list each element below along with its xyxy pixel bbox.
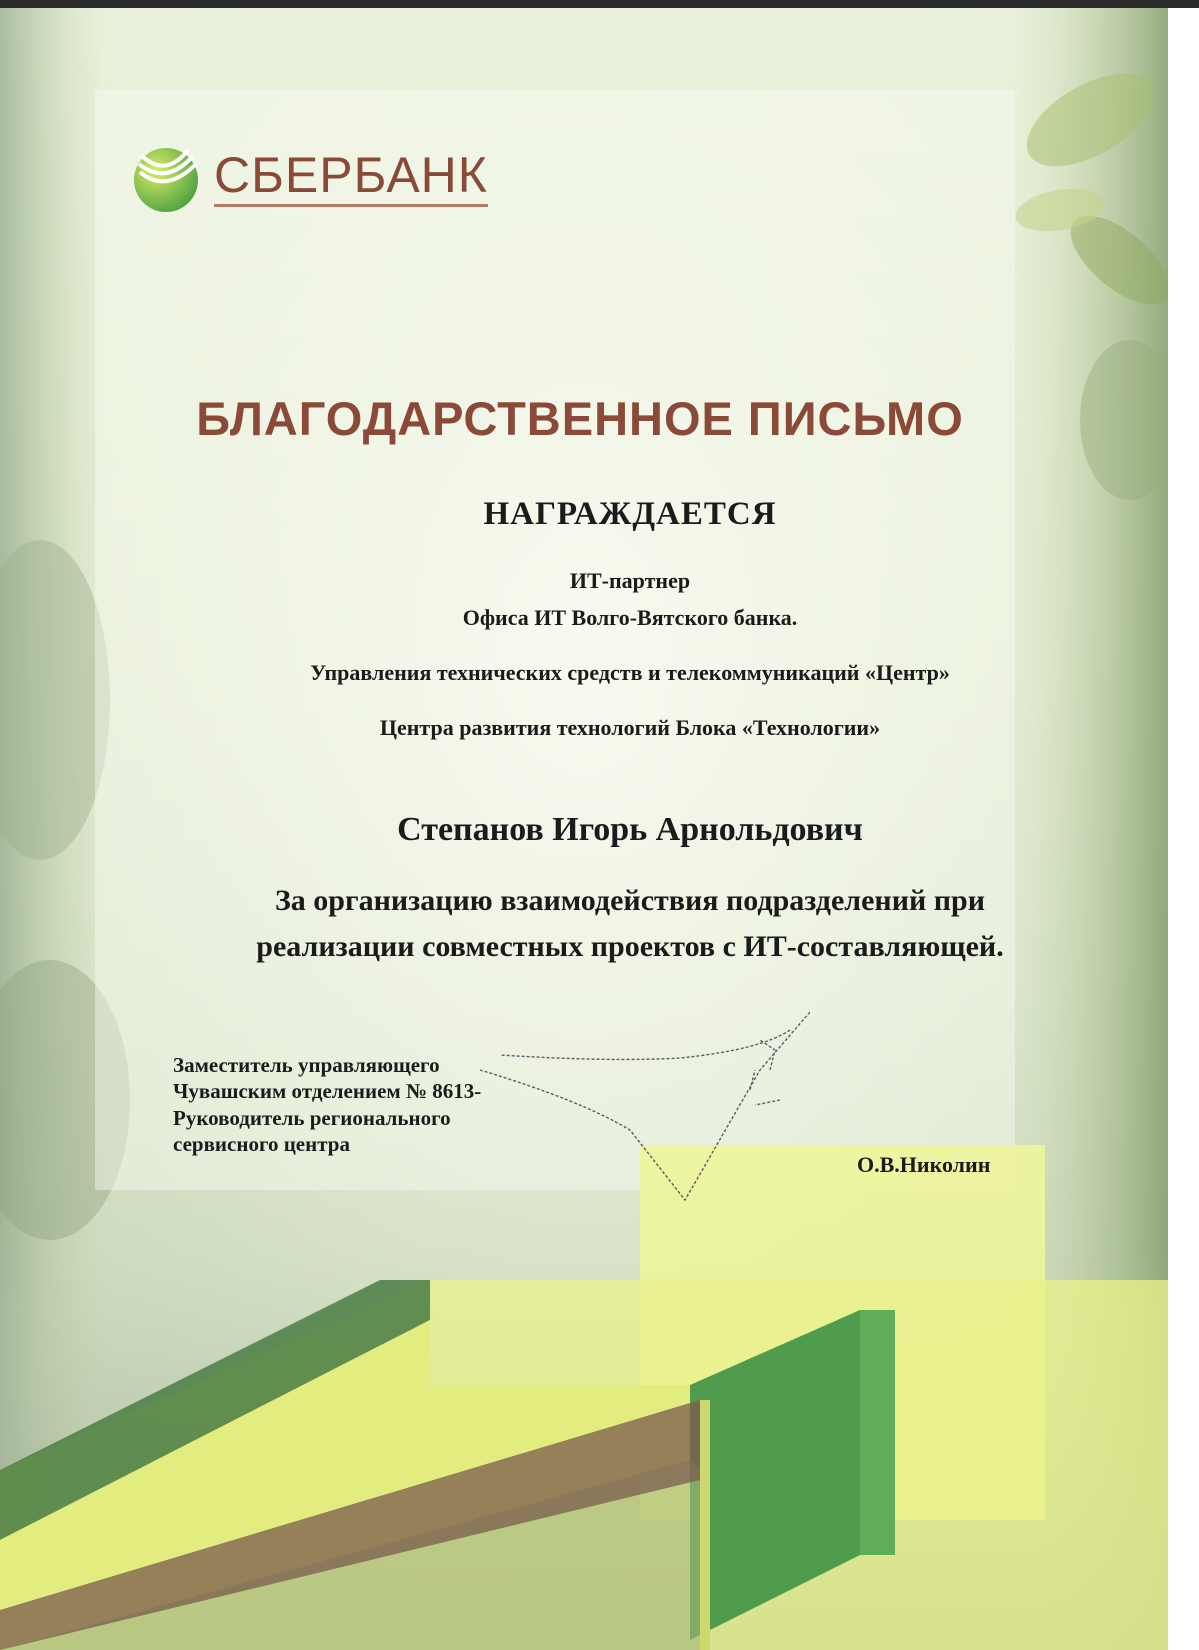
signatory-line: Руководитель регионального xyxy=(173,1105,451,1130)
sberbank-emblem-icon xyxy=(130,142,202,214)
signatory-line: Заместитель управляющего xyxy=(173,1053,440,1077)
signatory-line: Чувашским отделением № 8613- xyxy=(173,1079,482,1104)
letter-title: БЛАГОДАРСТВЕННОЕ ПИСЬМО xyxy=(196,392,964,445)
recipient-line: Офиса ИТ Волго-Вятского банка. xyxy=(462,605,798,630)
scan-edge xyxy=(0,0,1199,8)
recipient-line: Центра развития технологий Блока «Технологии» xyxy=(379,715,881,740)
signatory-name: О.В.Николин xyxy=(857,1152,991,1177)
awarded-heading: НАГРАЖДАЕТСЯ xyxy=(483,496,777,532)
signatory-position xyxy=(173,1052,633,1157)
recipient-name: Степанов Игорь Арнольдович xyxy=(397,811,863,848)
recipient-line: ИТ-партнер xyxy=(569,568,691,593)
brand-name: СБЕРБАНК xyxy=(214,150,488,207)
reason-line: За организацию взаимодействия подразделений при xyxy=(274,884,986,917)
reason-line: реализации совместных проектов с ИТ-составляющей. xyxy=(256,930,1004,963)
recipient-line: Управления технических средств и телекоммуникаций «Центр» xyxy=(310,660,950,685)
sberbank-logo xyxy=(130,142,488,214)
signatory-line: сервисного центра xyxy=(173,1131,350,1156)
